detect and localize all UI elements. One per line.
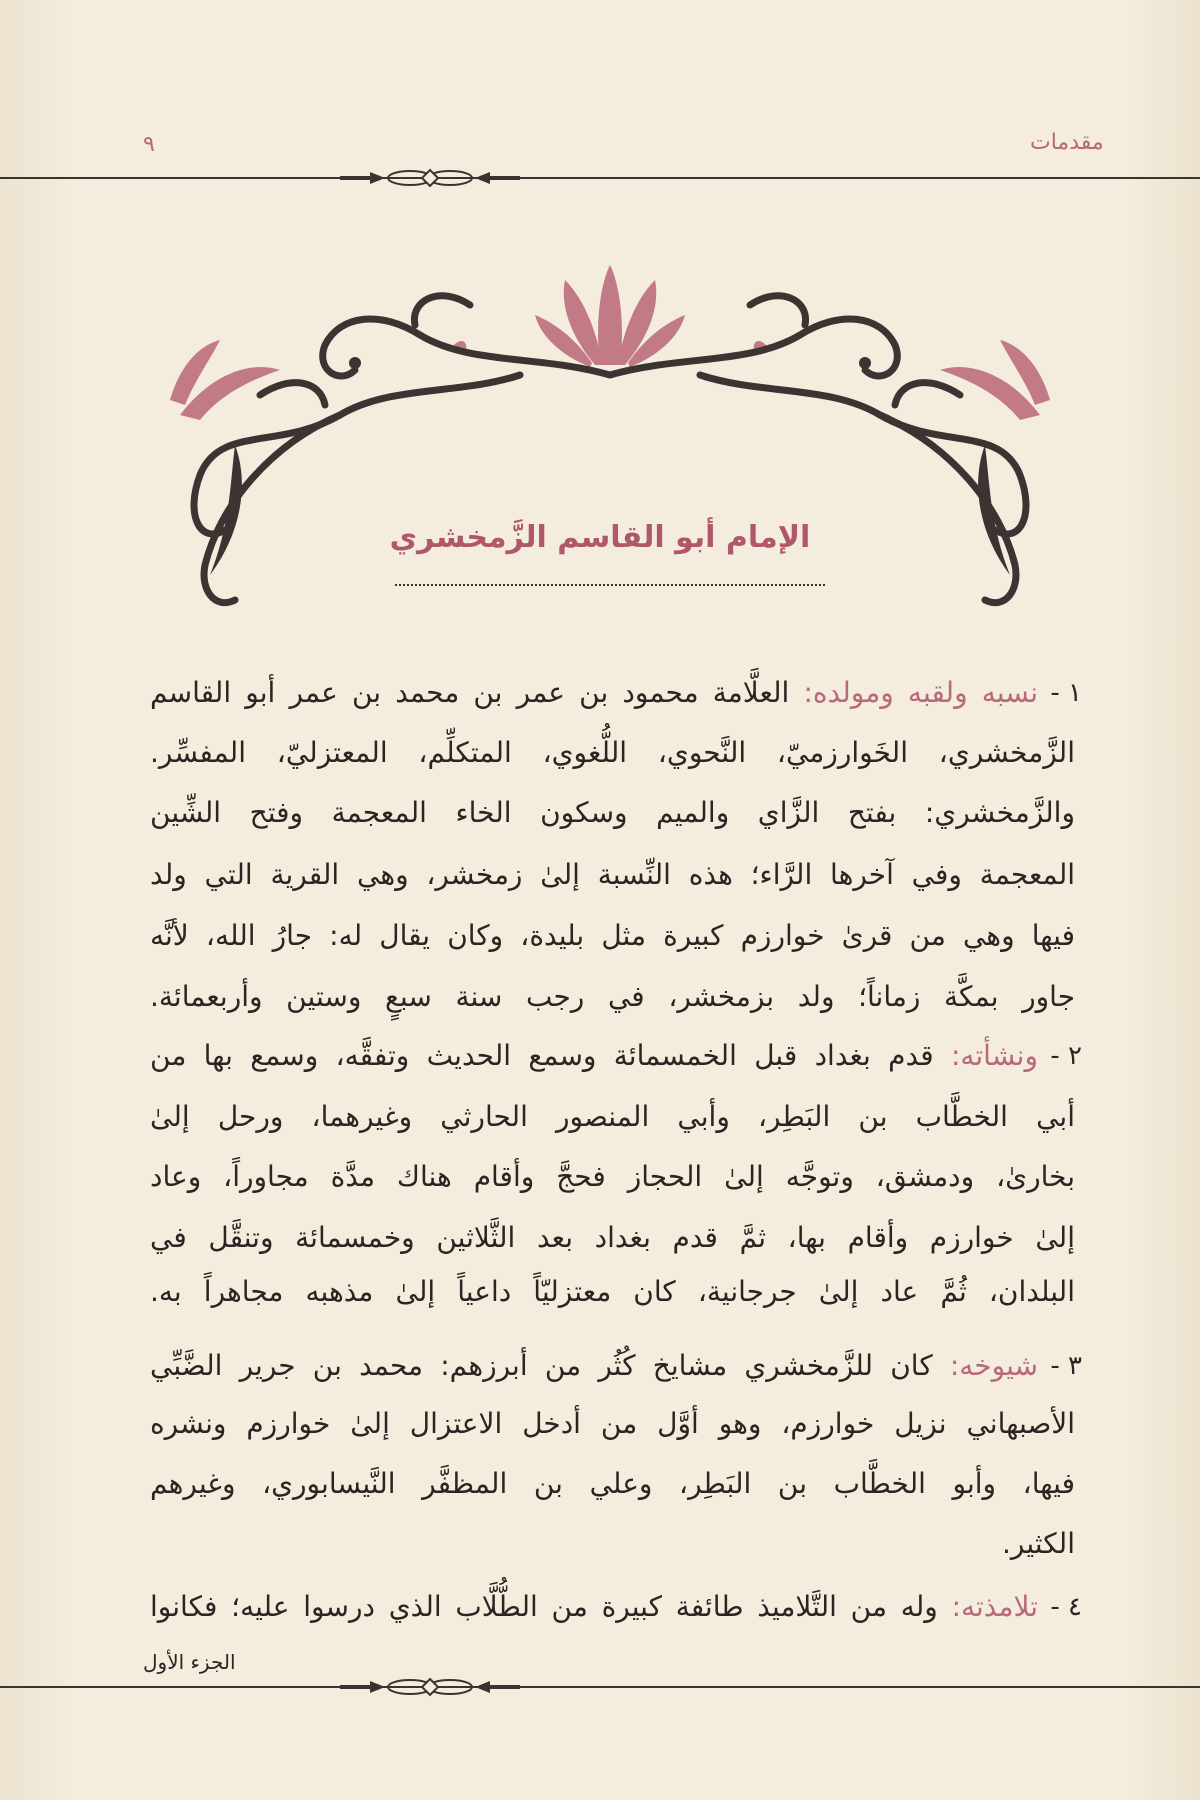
line-text: وله من التَّلاميذ طائفة كبيرة من الطُّلَّاب الذي درسوا عليه؛ فكانوا [150, 1590, 938, 1623]
item-number: ٢ - [1050, 1041, 1082, 1071]
line-text: العلَّامة محمود بن عمر بن محمد بن عمر أبو القاسم [150, 676, 790, 709]
paragraph-line: المعجمة وفي آخرها الرَّاء؛ هذه النِّسبة إلىٰ زمخشر، وهي القرية التي ولد [150, 858, 1075, 891]
paragraph-line: الكثير. [1001, 1527, 1075, 1560]
paragraph-line: فيها، وأبو الخطَّاب بن البَطِر، وعلي بن المظفَّر النَّيسابوري، وغيرهم [150, 1467, 1075, 1500]
line-text: قدم بغداد قبل الخمسمائة وسمع الحديث وتفقَّه، وسمع بها من [150, 1039, 934, 1072]
paragraph-line [150, 1577, 1038, 1637]
paragraph-line: أبي الخطَّاب بن البَطِر، وأبي المنصور الحارثي وغيرهما، ورحل إلىٰ [150, 1100, 1075, 1133]
paragraph-line: جاور بمكَّة زماناً؛ ولد بزمخشر، في رجب سنة سبعٍ وستين وأربعمائة. [150, 980, 1075, 1013]
line-text: كان للزَّمخشري مشايخ كُثُر من أبرزهم: محمد بن جرير الضَّبِّي [150, 1349, 933, 1382]
paragraph-line: بخارىٰ، ودمشق، وتوجَّه إلىٰ الحجاز فحجَّ وأقام هناك مدَّة مجاوراً، وعاد [150, 1160, 1075, 1193]
footer-flourish-icon [330, 1674, 530, 1700]
paragraph-line: الأصبهاني نزيل خوارزم، وهو أوَّل من أدخل الاعتزال إلىٰ خوارزم ونشره [150, 1407, 1075, 1440]
article-title: الإمام أبو القاسم الزَّمخشري [389, 520, 811, 555]
item-label: شيوخه: [949, 1349, 1038, 1382]
paragraph-line: فيها وهي من قرىٰ خوارزم كبيرة مثل بليدة، وكان يقال له: جارُ الله، لأنَّه [150, 919, 1075, 952]
paragraph-line [150, 1026, 1038, 1086]
running-header: مقدمات [1030, 130, 1104, 155]
paragraph-line: إلىٰ خوارزم وأقام بها، ثمَّ قدم بغداد بعد الثَّلاثين وخمسمائة وتنقَّل في [150, 1221, 1075, 1254]
paragraph-line [150, 663, 1038, 723]
item-number: ١ - [1050, 678, 1082, 708]
paragraph-line: والزَّمخشري: بفتح الزَّاي والميم وسكون الخاء المعجمة وفتح الشِّين [150, 796, 1075, 829]
paragraph-line: الزَّمخشري، الخَوارزميّ، النَّحوي، اللُّغوي، المتكلِّم، المعتزليّ، المفسِّر. [150, 736, 1075, 769]
item-label: نسبه ولقبه ومولده: [803, 676, 1039, 709]
item-number: ٣ - [1050, 1351, 1082, 1381]
volume-label: الجزء الأول [143, 1650, 236, 1674]
title-underline [395, 584, 825, 586]
header-rule [0, 177, 1200, 179]
paragraph-line: البلدان، ثُمَّ عاد إلىٰ جرجانية، كان معتزليّاً داعياً إلىٰ مذهبه مجاهراً به. [150, 1275, 1075, 1308]
item-label: ونشأته: [950, 1039, 1038, 1072]
page-number: ٩ [143, 132, 155, 157]
footer-rule [0, 1686, 1200, 1688]
title-ornament-icon [140, 245, 1080, 635]
item-label: تلامذته: [951, 1590, 1038, 1623]
header-flourish-icon [330, 165, 530, 191]
item-number: ٤ - [1050, 1592, 1082, 1622]
paragraph-line [150, 1336, 1038, 1396]
